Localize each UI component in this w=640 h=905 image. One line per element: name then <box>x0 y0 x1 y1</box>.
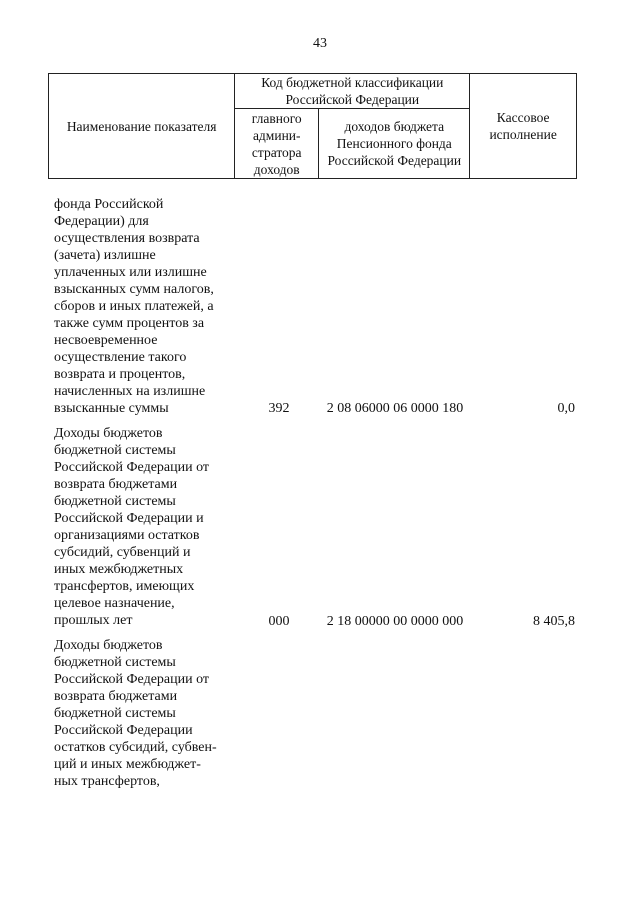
table-row <box>48 196 577 421</box>
page-number: 43 <box>313 36 327 51</box>
row-name: Доходы бюджетов бюджетной системы Российской Федерации от возврата бюджетами бюджетной системы Российской Федерации и организациями остатков субсидий, субвенций и иных межбюджетных трансфертов, имеющих целевое назначение, прошлых лет <box>54 426 210 628</box>
header-code-group: Код бюджетной классификации Российской Федерации <box>235 74 470 109</box>
row-amount: 8 405,8 <box>533 614 575 629</box>
row-name: Доходы бюджетов бюджетной системы Российской Федерации от возврата бюджетами бюджетной системы Российской Федерации остатков субсидий, субвен- ций и иных межбюджет- ных трансфертов, <box>54 638 217 789</box>
table-header <box>48 73 577 179</box>
row-admin-code: 392 <box>268 401 290 416</box>
row-budget-code: 2 18 00000 00 0000 000 <box>326 614 464 629</box>
row-budget-code: 2 08 06000 06 0000 180 <box>326 401 464 416</box>
table-row <box>48 425 577 635</box>
header-cash: Кассовое исполнение <box>470 74 577 179</box>
row-name: фонда Российской Федерации) для осуществления возврата (зачета) излишне уплаченных или излишне взысканных сумм налогов, сборов и иных платежей, а также сумм процентов за несвоевременное осуществление такого возврата и процентов, начисленных на излишне взысканные суммы <box>54 197 214 416</box>
header-name: Наименование показателя <box>49 74 235 179</box>
header-admin: главного админи-стратора доходов <box>235 109 319 179</box>
row-amount: 0,0 <box>557 401 575 416</box>
table-row <box>48 637 577 797</box>
header-income: доходов бюджета Пенсионного фонда Российской Федерации <box>319 109 470 179</box>
row-admin-code: 000 <box>268 614 290 629</box>
